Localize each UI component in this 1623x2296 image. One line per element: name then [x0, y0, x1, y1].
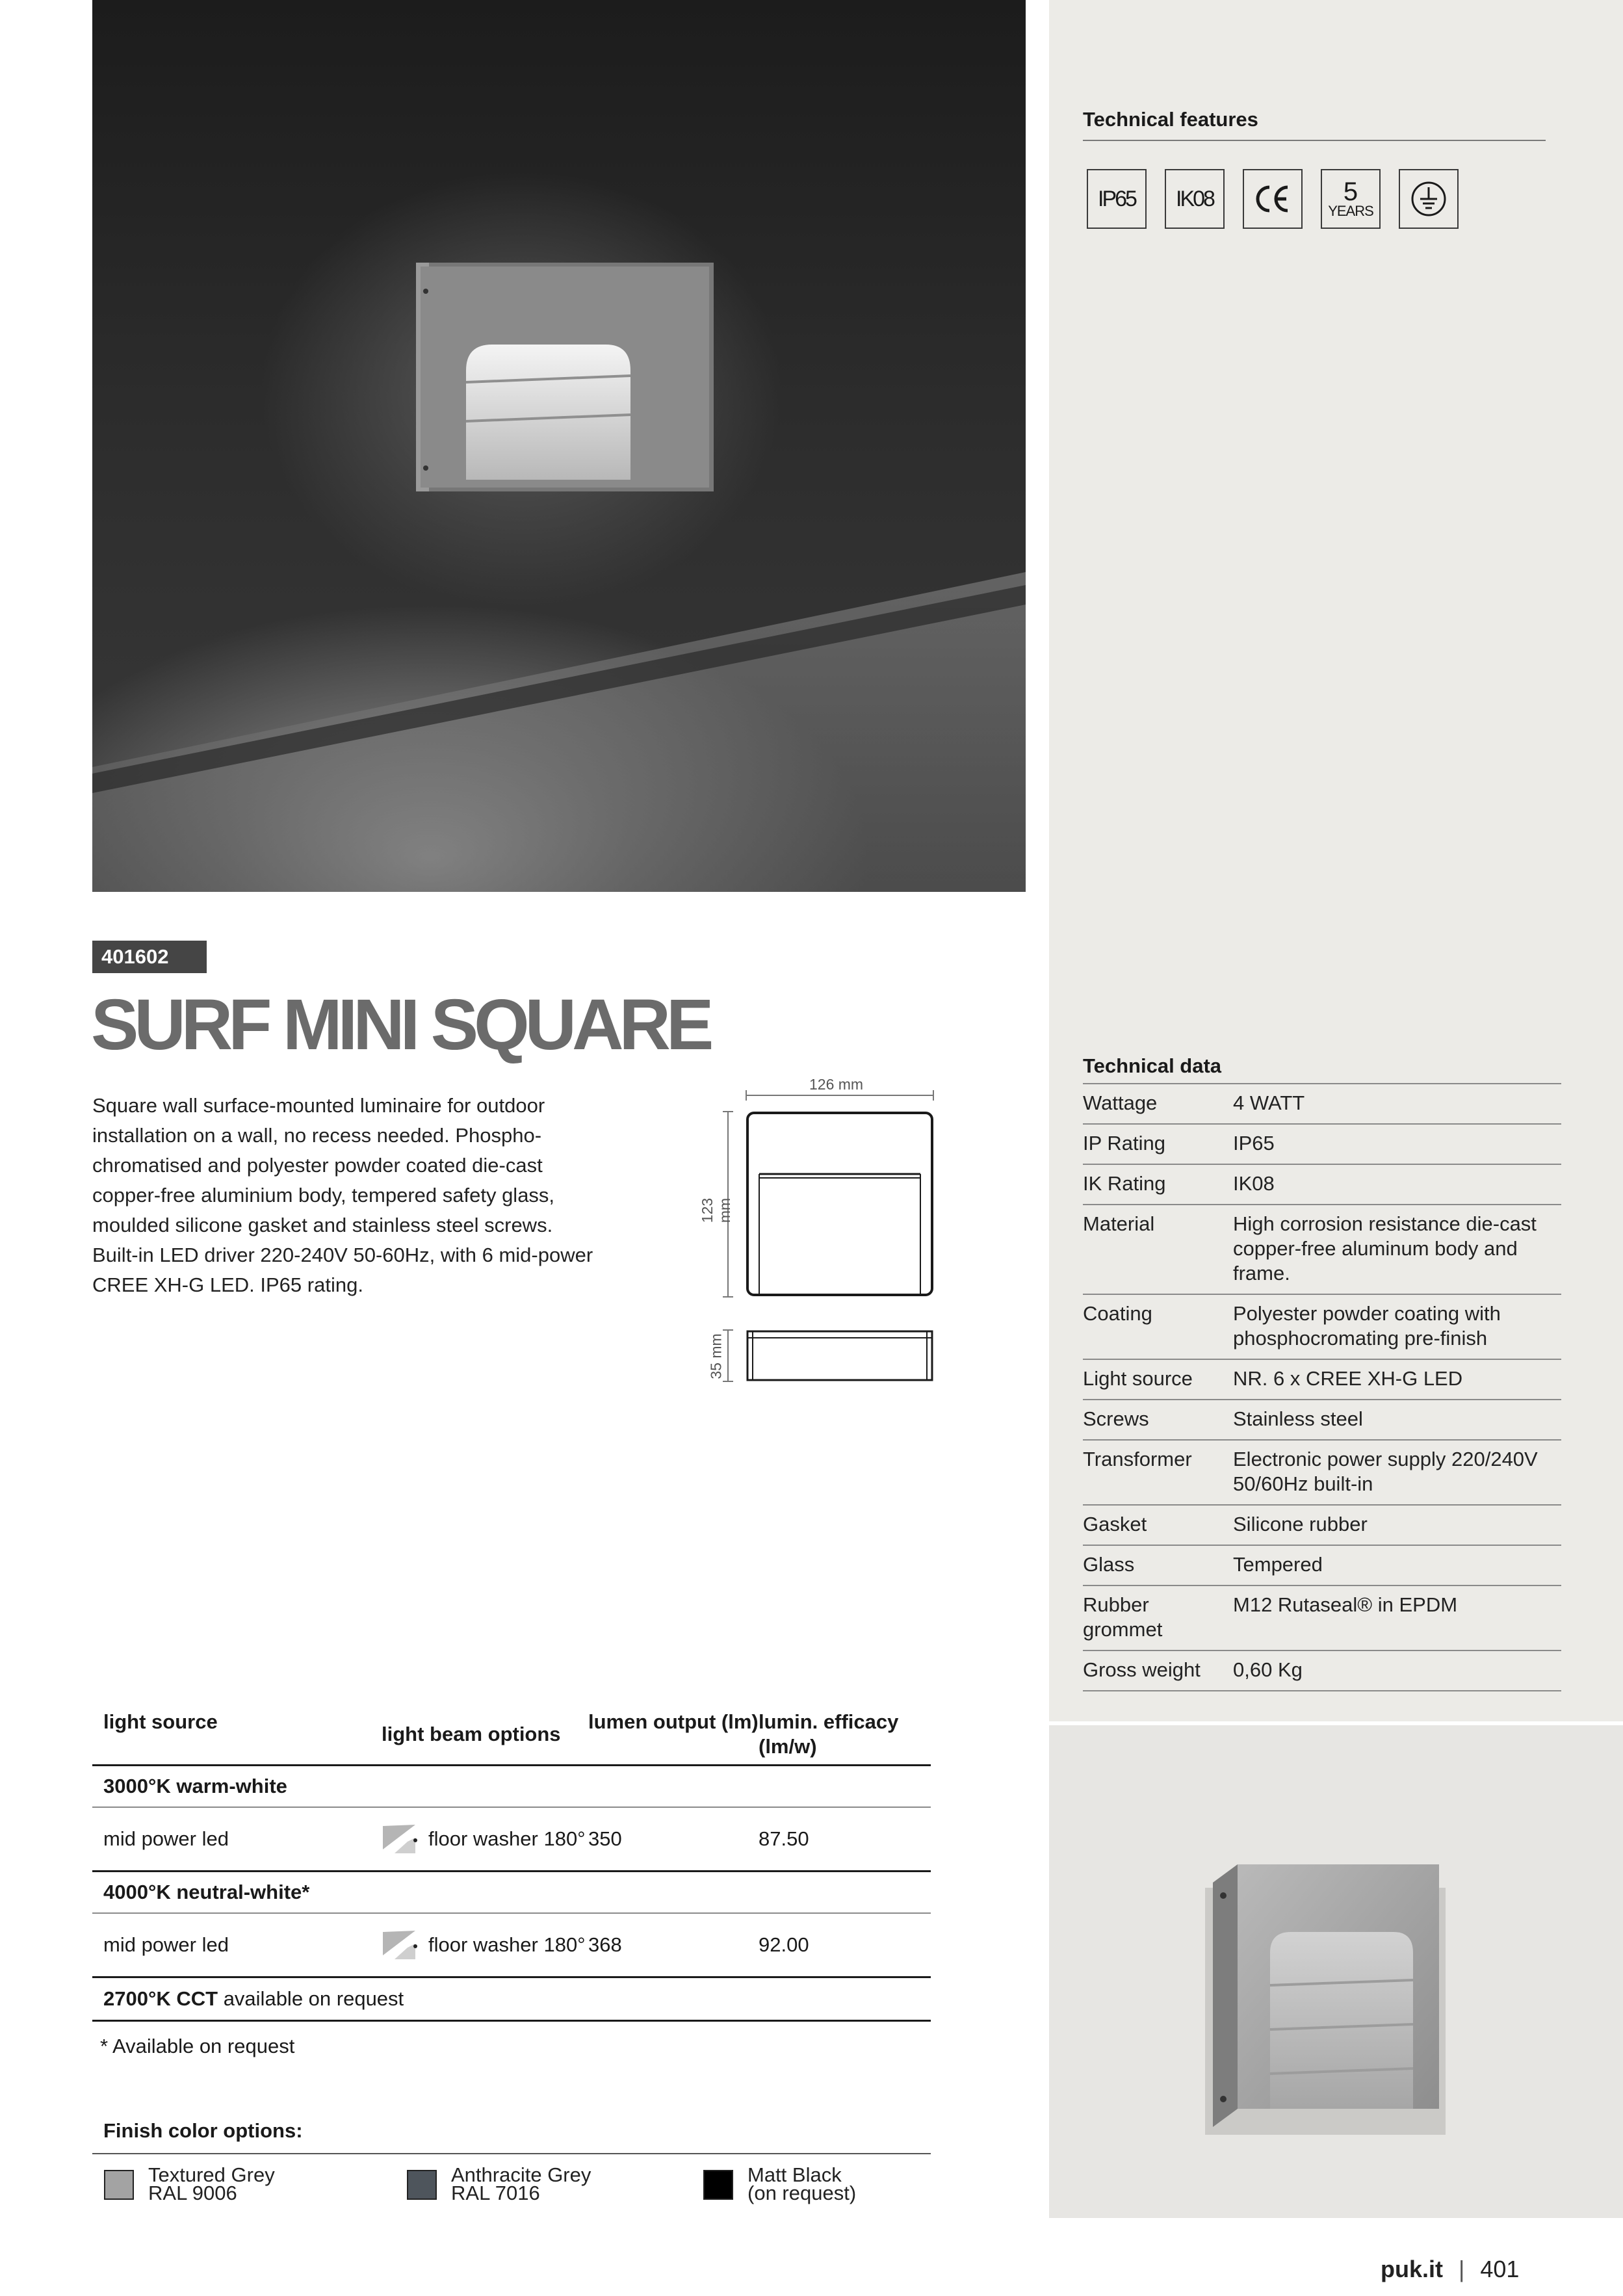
- technical-data-row: Material High corrosion resistance die-cast copper-free aluminum body and frame.: [1083, 1205, 1561, 1295]
- color-temperature-group: 3000°K warm-white: [92, 1766, 931, 1808]
- page-footer: [1381, 2256, 1519, 2283]
- footer-separator: |: [1459, 2256, 1465, 2282]
- earth-ground-icon: [1399, 169, 1459, 229]
- height-dimension-label: 123 mm: [699, 1197, 733, 1223]
- ip65-icon: IP65: [1087, 169, 1147, 229]
- technical-data-row: IK Rating IK08: [1083, 1165, 1561, 1205]
- ik08-icon: IK08: [1165, 169, 1225, 229]
- technical-data-row: Glass Tempered: [1083, 1546, 1561, 1586]
- product-description: Square wall surface-mounted luminaire for outdoor installation on a wall, no recess needed. Phospho-chromatised and polyester powder coated die-cast copper-free aluminium body, tempered safety glass, moulded silicone gasket and stainless steel screws. Built-in LED driver 220-240V 50-60Hz, with 6 mid-power CREE XH-G LED. IP65 rating.: [92, 1094, 593, 1296]
- product-title: SURF MINI SQUARE: [91, 985, 710, 1065]
- technical-data-row: IP Rating IP65: [1083, 1125, 1561, 1165]
- matt-black-swatch: [703, 2170, 733, 2200]
- color-temperature-group: 4000°K neutral-white*: [92, 1872, 931, 1914]
- technical-data-row: Light source NR. 6 x CREE XH-G LED: [1083, 1360, 1561, 1400]
- technical-features-rule: [1083, 140, 1546, 141]
- technical-data-row: Transformer Electronic power supply 220/240V 50/60Hz built-in: [1083, 1441, 1561, 1506]
- finish-title: Finish color options:: [103, 2119, 303, 2142]
- ce-mark-icon: [1243, 169, 1303, 229]
- luminaire-closeup-image: [1049, 1725, 1623, 2218]
- technical-data-title: Technical data: [1083, 1054, 1561, 1084]
- technical-features-title: Technical features: [1083, 108, 1258, 131]
- width-dimension-label: 126 mm: [809, 1076, 864, 1093]
- table-row: mid power led floor washer 180° 350 87.50: [92, 1808, 931, 1872]
- swatch-label: Anthracite Grey RAL 7016: [451, 2163, 591, 2204]
- table-row: mid power led floor washer 180° 368 92.00: [92, 1914, 931, 1978]
- product-photo: [1049, 1725, 1623, 2218]
- luminaire-photo: [92, 0, 1026, 892]
- textured-grey-swatch: [104, 2170, 134, 2200]
- floor-washer-beam-icon: [382, 1823, 421, 1855]
- light-table-header: light source light beam options lumen output (lm) lumin. efficacy (lm/w): [92, 1702, 931, 1766]
- finish-rule: [92, 2153, 931, 2154]
- technical-data-row: Wattage 4 WATT: [1083, 1084, 1561, 1125]
- swatch-label: Matt Black (on request): [747, 2163, 857, 2204]
- technical-data-row: Rubber grommet M12 Rutaseal® in EPDM: [1083, 1586, 1561, 1651]
- cct-note-row: 2700°K CCT available on request: [92, 1978, 931, 2022]
- page-number: 401: [1480, 2256, 1520, 2282]
- technical-data-row: Screws Stainless steel: [1083, 1400, 1561, 1441]
- technical-data-row: Coating Polyester powder coating with phosphocromating pre-finish: [1083, 1295, 1561, 1360]
- footnote: * Available on request: [100, 2035, 295, 2057]
- product-code-badge: 401602: [92, 941, 207, 973]
- site-link[interactable]: puk.it: [1381, 2256, 1443, 2282]
- depth-dimension-label: 35 mm: [707, 1333, 725, 1379]
- technical-data-row: Gross weight 0,60 Kg: [1083, 1651, 1561, 1691]
- anthracite-grey-swatch: [407, 2170, 437, 2200]
- floor-washer-beam-icon: [382, 1929, 421, 1961]
- technical-data-row: Gasket Silicone rubber: [1083, 1506, 1561, 1546]
- swatch-label: Textured Grey RAL 9006: [148, 2163, 275, 2204]
- technical-data-table: [1083, 1054, 1561, 1691]
- dimension-drawing: [699, 1076, 949, 1388]
- light-output-table: [92, 1702, 931, 2058]
- hero-photo: [92, 0, 1026, 892]
- warranty-icon: 5 YEARS: [1321, 169, 1381, 229]
